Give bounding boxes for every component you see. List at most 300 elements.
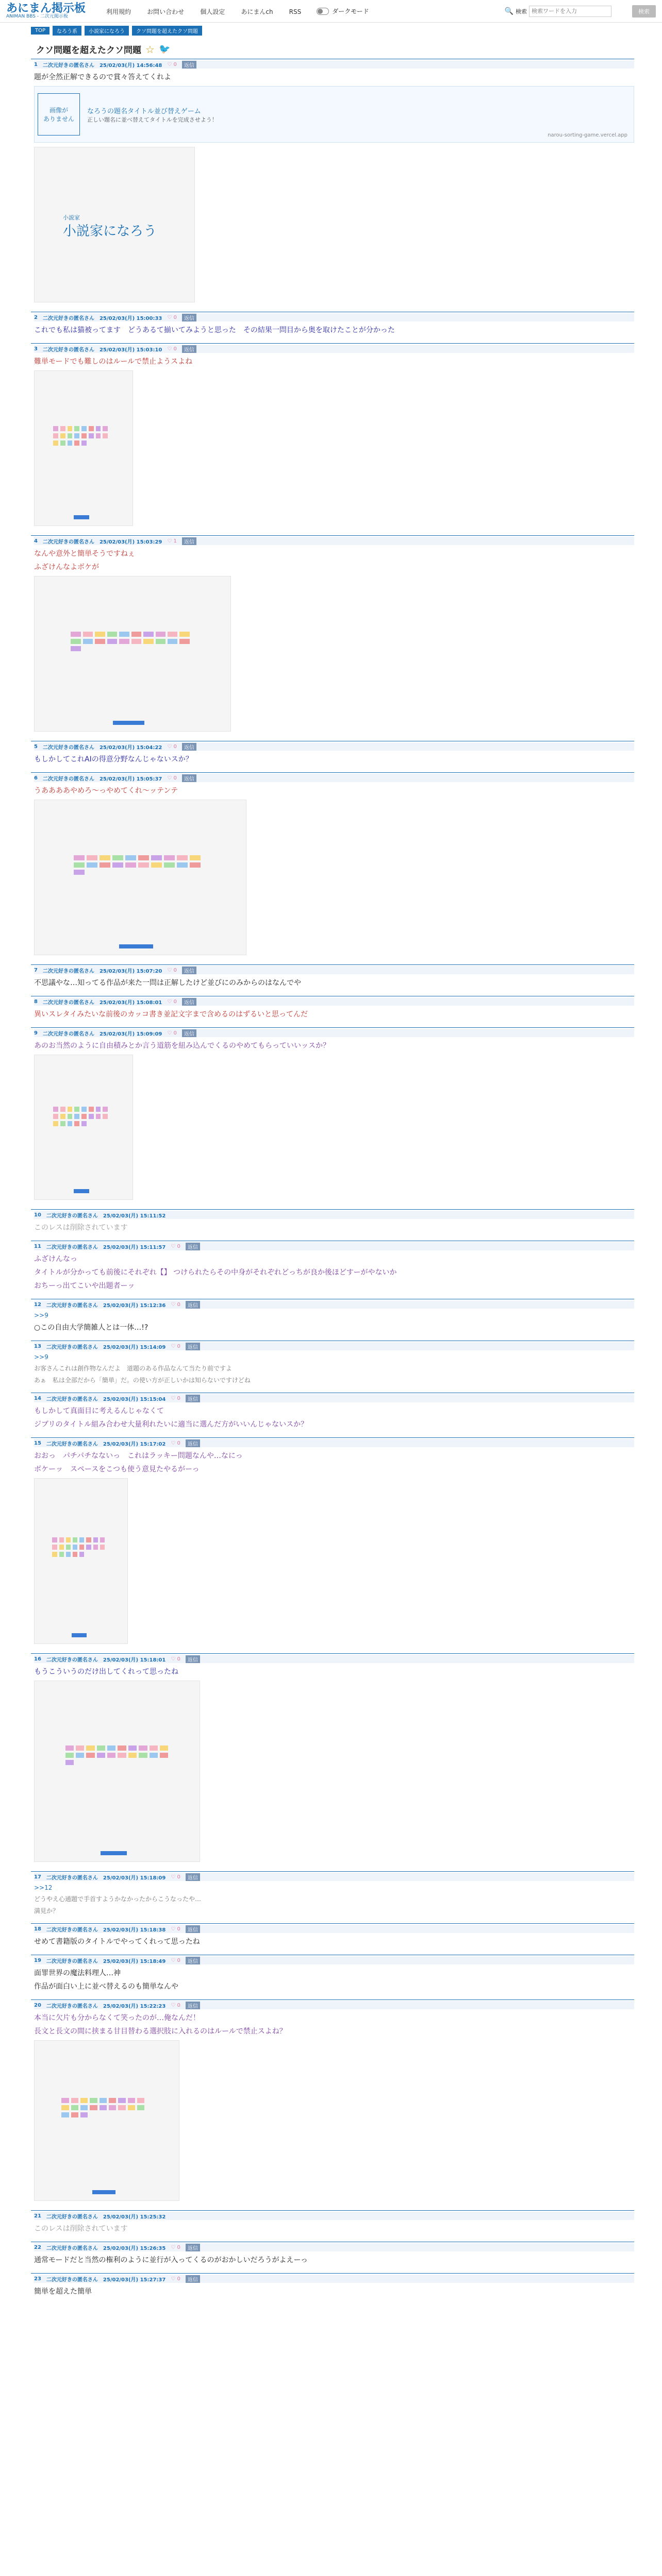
top-bar [0, 0, 662, 23]
tile [60, 1121, 65, 1126]
tile [86, 1753, 94, 1758]
tile [107, 632, 117, 637]
link-card[interactable] [34, 86, 634, 143]
tile [68, 433, 73, 438]
post-header [34, 774, 634, 782]
search-button[interactable]: 検索 [632, 5, 656, 18]
tile [60, 1114, 65, 1119]
post-header [34, 2275, 634, 2283]
nav-contact[interactable]: お問い合わせ [147, 8, 185, 15]
search-input[interactable] [529, 6, 611, 17]
tile [74, 440, 79, 446]
reply-button[interactable]: 返信 [186, 2002, 200, 2009]
tile [61, 2098, 69, 2103]
tile [52, 1552, 57, 1557]
tile [150, 1745, 158, 1751]
post-header [34, 1211, 634, 1219]
tile-grid [52, 425, 115, 447]
post-number[interactable]: 7 [34, 967, 38, 973]
reply-button[interactable]: 返信 [182, 61, 196, 69]
tile [71, 2112, 78, 2117]
post-date: 25/02/03(月) 15:07:20 [99, 968, 162, 974]
tile [179, 632, 189, 637]
like-button[interactable]: ♡ 0 [171, 1656, 180, 1662]
like-button[interactable]: ♡ 0 [167, 61, 177, 67]
tile [87, 855, 97, 860]
tile-grid [52, 1106, 115, 1127]
breadcrumb-item[interactable]: クソ問題を超えたクソ問題 [132, 26, 202, 36]
like-button[interactable]: ♡ 0 [167, 743, 177, 750]
post-header [34, 60, 634, 69]
tile [71, 632, 80, 637]
tile [107, 1753, 115, 1758]
button-shape [74, 515, 89, 519]
reply-button[interactable]: 返信 [182, 314, 196, 321]
post-body-line: もしかしてこれAIの得意分野なんじゃないスか？ [34, 755, 193, 764]
tile [100, 855, 110, 860]
post-number[interactable]: 15 [34, 1440, 41, 1446]
post-list [31, 59, 634, 2304]
star-icon[interactable]: ☆ [145, 43, 155, 56]
tile [150, 1753, 158, 1758]
post-date: 25/02/03(月) 14:56:48 [99, 62, 162, 69]
post-number[interactable]: 10 [34, 1212, 41, 1218]
tile [60, 440, 65, 446]
post-body-line: 満見か？ [34, 1907, 59, 1914]
post-body-line: おちーっ出てこいや出題者ーッ [34, 1282, 135, 1290]
page-title: クソ問題を超えたクソ問題 [36, 45, 141, 56]
post-header [34, 1873, 634, 1881]
tile [74, 855, 85, 860]
post-date: 25/02/03(月) 15:15:04 [103, 1396, 166, 1402]
tile [112, 862, 123, 868]
reply-button[interactable]: 返信 [186, 1873, 200, 1881]
tile [80, 2098, 88, 2103]
post-date: 25/02/03(月) 15:18:09 [103, 1875, 166, 1881]
poster-name: 二次元好きの匿名さん [46, 2277, 98, 2283]
poster-name: 二次元好きの匿名さん [46, 1344, 98, 1350]
post [31, 1437, 634, 1653]
post [31, 1341, 634, 1393]
poster-name: 二次元好きの匿名さん [46, 1958, 98, 1964]
tile [100, 2105, 107, 2110]
like-button[interactable]: ♡ 0 [167, 775, 177, 781]
reply-button[interactable]: 返信 [182, 967, 196, 974]
tile [164, 855, 175, 860]
post-number[interactable]: 9 [34, 1030, 38, 1036]
attached-image[interactable] [34, 800, 246, 955]
post-number[interactable]: 17 [34, 1874, 41, 1880]
button-shape [101, 1851, 127, 1855]
post [31, 1923, 634, 1955]
breadcrumb [0, 23, 662, 39]
nav-terms[interactable]: 利用規約 [106, 8, 131, 15]
tile [95, 632, 105, 637]
tile [74, 1107, 79, 1112]
post [31, 1209, 634, 1241]
reply-button[interactable]: 返信 [186, 1301, 200, 1309]
tile [177, 862, 188, 868]
tile [59, 1545, 64, 1550]
tile [66, 1537, 71, 1543]
post-body-line: 面罪世界の魔法料理人…神 [34, 1969, 121, 1977]
post [31, 1999, 634, 2210]
post-number[interactable]: 18 [34, 1926, 41, 1932]
reply-button[interactable]: 返信 [186, 1439, 200, 1447]
tile [131, 632, 141, 637]
tile [190, 855, 201, 860]
post-number[interactable]: 3 [34, 346, 38, 352]
button-shape [74, 1189, 89, 1193]
tile [81, 1121, 87, 1126]
tile [74, 1121, 79, 1126]
tile [109, 2098, 116, 2103]
tile [60, 426, 65, 431]
tile [179, 639, 189, 644]
tile [53, 1107, 58, 1112]
reply-button[interactable]: 返信 [186, 1343, 200, 1350]
post-date: 25/02/03(月) 15:11:52 [103, 1213, 166, 1219]
image-main-text: 小説家になろう [63, 224, 157, 239]
like-button[interactable]: ♡ 0 [167, 1030, 177, 1036]
attached-image[interactable] [34, 1478, 128, 1644]
poster-name: 二次元好きの匿名さん [46, 2245, 98, 2251]
tile [90, 2098, 97, 2103]
tile [118, 2098, 125, 2103]
post [31, 964, 634, 996]
post-number[interactable]: 23 [34, 2276, 41, 2282]
like-button[interactable]: ♡ 0 [171, 1301, 180, 1308]
tile [71, 639, 80, 644]
post [31, 1299, 634, 1341]
post-header [34, 1956, 634, 1964]
tile [118, 1745, 126, 1751]
post-header [34, 1394, 634, 1402]
no-image-placeholder: 画像が ありません [38, 93, 80, 135]
post-number[interactable]: 6 [34, 775, 38, 781]
post-body-line: 通常モードだと当然の権利のように並行が入ってくるのがおかしいだろうがよえーっ [34, 2256, 308, 2264]
like-button[interactable]: ♡ 0 [171, 1243, 180, 1249]
tile [103, 1114, 108, 1119]
tile [53, 426, 58, 431]
title-row [36, 43, 634, 56]
post-number[interactable]: 8 [34, 998, 38, 1005]
post-date: 25/02/03(月) 15:09:09 [99, 1031, 162, 1037]
post-number[interactable]: 13 [34, 1343, 41, 1349]
tile [93, 1545, 98, 1550]
button-shape [72, 1633, 87, 1637]
reply-button[interactable]: 返信 [182, 1029, 196, 1037]
post-date: 25/02/03(月) 15:18:49 [103, 1958, 166, 1964]
post-date: 25/02/03(月) 15:25:32 [103, 2214, 166, 2220]
tile [86, 1745, 94, 1751]
tile [73, 1545, 77, 1550]
post-body-line[interactable]: >>9 [34, 1312, 48, 1319]
reply-button[interactable]: 返信 [182, 774, 196, 782]
poster-name: 二次元好きの匿名さん [46, 1927, 98, 1933]
tile [125, 862, 136, 868]
post-header [34, 537, 634, 545]
post-date: 25/02/03(月) 15:11:57 [103, 1244, 166, 1250]
reply-button[interactable]: 返信 [186, 1925, 200, 1933]
tile [139, 1745, 147, 1751]
tile [73, 1537, 77, 1543]
post-number[interactable]: 11 [34, 1243, 41, 1249]
attached-image[interactable] [34, 1055, 133, 1200]
like-button[interactable]: ♡ 0 [171, 1395, 180, 1401]
tile [96, 1107, 101, 1112]
reply-button[interactable]: 返信 [182, 998, 196, 1006]
post [31, 59, 634, 312]
tile-grid [73, 854, 208, 876]
nav-rss[interactable]: RSS [289, 8, 302, 15]
like-button[interactable]: ♡ 0 [167, 998, 177, 1005]
tile [83, 639, 93, 644]
post [31, 772, 634, 964]
poster-name: 二次元好きの匿名さん [46, 1441, 98, 1447]
logo-subtext: ANIMAN BBS - 二次元掲示板 [6, 14, 68, 19]
post-header [34, 1655, 634, 1663]
dark-mode-toggle[interactable] [317, 7, 369, 15]
twitter-icon[interactable]: 🐦 [158, 44, 171, 55]
tile [109, 2105, 116, 2110]
attached-image[interactable] [34, 147, 195, 302]
poster-name: 二次元好きの匿名さん [46, 2214, 98, 2220]
post [31, 2210, 634, 2242]
tile-grid [60, 2097, 153, 2119]
tile [66, 1545, 71, 1550]
breadcrumb-item[interactable]: なろう系 [53, 26, 81, 36]
reply-button[interactable]: 返信 [182, 345, 196, 353]
tile [53, 433, 58, 438]
reply-button[interactable]: 返信 [186, 2275, 200, 2283]
post [31, 312, 634, 343]
card-title[interactable]: なろうの題名タイトル並び替えゲーム [87, 107, 201, 115]
poster-name: 二次元好きの匿名さん [46, 1875, 98, 1881]
post-date: 25/02/03(月) 15:05:37 [99, 776, 162, 782]
tile [79, 1545, 84, 1550]
post-body-line: おおっ パチパチなないっ これはラッキー問題なんや…なにっ [34, 1452, 243, 1460]
tile [128, 2105, 135, 2110]
post [31, 741, 634, 772]
like-button[interactable]: ♡ 0 [171, 1957, 180, 1963]
tile [71, 2098, 78, 2103]
tile [97, 1745, 105, 1751]
like-button[interactable]: ♡ 0 [167, 346, 177, 352]
poster-name: 二次元好きの匿名さん [42, 999, 94, 1006]
tile [79, 1537, 84, 1543]
post-header [34, 1342, 634, 1350]
card-url[interactable]: narou-sorting-game.vercel.app [548, 132, 627, 138]
post-number[interactable]: 12 [34, 1301, 41, 1308]
reply-button[interactable]: 返信 [186, 1655, 200, 1663]
like-button[interactable]: ♡ 0 [171, 1926, 180, 1932]
image-small-text: 小説家 [63, 214, 80, 221]
tile [100, 2098, 107, 2103]
poster-name: 二次元好きの匿名さん [42, 539, 94, 545]
post-header [34, 1439, 634, 1447]
post-header [34, 313, 634, 321]
post-date: 25/02/03(月) 15:03:29 [99, 539, 162, 545]
search-icon: 🔍 [504, 7, 514, 15]
post-number[interactable]: 14 [34, 1395, 41, 1401]
post-body-line: 簡単を超えた簡単 [34, 2287, 92, 2296]
tile [118, 2105, 125, 2110]
dark-mode-label: ダークモード [332, 8, 369, 15]
site-logo[interactable] [6, 3, 86, 19]
tile [168, 632, 177, 637]
tile [160, 1753, 168, 1758]
post-header [34, 345, 634, 353]
post-body-line: 作品が面白い上に並べ替えるのも簡単なんや [34, 1982, 178, 1991]
poster-name: 二次元好きの匿名さん [42, 62, 94, 69]
reply-button[interactable]: 返信 [186, 1957, 200, 1964]
tile [89, 1107, 94, 1112]
tile [81, 440, 87, 446]
like-button[interactable]: ♡ 0 [171, 1343, 180, 1349]
post-date: 25/02/03(月) 15:08:01 [99, 999, 162, 1006]
post [31, 343, 634, 535]
breadcrumb-item[interactable]: TOP [31, 27, 49, 35]
tile [52, 1545, 57, 1550]
post-number[interactable]: 20 [34, 2002, 41, 2008]
tile [96, 433, 101, 438]
tile [160, 1745, 168, 1751]
tile-grid [51, 1536, 110, 1558]
post-number[interactable]: 22 [34, 2244, 41, 2250]
like-button[interactable]: ♡ 0 [171, 2276, 180, 2282]
like-button[interactable]: ♡ 0 [171, 1440, 180, 1446]
post-number[interactable]: 16 [34, 1656, 41, 1662]
post-body-line: このレスは削除されています [34, 2225, 128, 2233]
post-body-line[interactable]: >>9 [34, 1353, 48, 1361]
breadcrumb-item[interactable]: 小説家になろう [85, 26, 129, 36]
tile [177, 855, 188, 860]
toggle-switch-icon[interactable] [317, 8, 329, 15]
nav-animanch[interactable]: あにまんch [241, 8, 273, 15]
tile [143, 632, 153, 637]
tile [100, 1537, 105, 1543]
reply-button[interactable]: 返信 [182, 743, 196, 751]
poster-name: 二次元好きの匿名さん [42, 347, 94, 353]
post-date: 25/02/03(月) 15:27:37 [103, 2277, 166, 2283]
poster-name: 二次元好きの匿名さん [42, 776, 94, 782]
tile [66, 1552, 71, 1557]
tile [107, 1745, 115, 1751]
poster-name: 二次元好きの匿名さん [46, 1657, 98, 1663]
attached-image[interactable] [34, 576, 231, 732]
tile [52, 1537, 57, 1543]
tile [65, 1753, 74, 1758]
post-number[interactable]: 19 [34, 1957, 41, 1963]
button-shape [92, 2190, 115, 2194]
attached-image[interactable] [34, 1681, 200, 1862]
post-header [34, 997, 634, 1006]
post-header [34, 2212, 634, 2220]
tile [100, 1545, 105, 1550]
tile [87, 862, 97, 868]
post-header [34, 966, 634, 974]
post-body-line: 本当に欠片も分からなくて笑ったのが…俺なんだ！ [34, 2014, 200, 2022]
reply-button[interactable]: 返信 [186, 2244, 200, 2251]
poster-name: 二次元好きの匿名さん [46, 2003, 98, 2009]
post-date: 25/02/03(月) 15:17:02 [103, 1441, 166, 1447]
post-body-line: もうこういうのだけ出してくれって思ったね [34, 1668, 178, 1676]
search-label: 検索 [516, 8, 527, 15]
post-body-line: タイトルが分かっても前後にそれぞれ【】 つけられたらその中身がそれぞれどっちが良か後ほどすーがやないか [34, 1268, 397, 1277]
tile [143, 639, 153, 644]
tile [168, 639, 177, 644]
post-number[interactable]: 5 [34, 743, 38, 750]
post-number[interactable]: 21 [34, 2213, 41, 2219]
tile [65, 1745, 74, 1751]
like-button[interactable]: ♡ 0 [167, 314, 177, 320]
post-header [34, 2243, 634, 2251]
tile [86, 1537, 91, 1543]
post-body-line: あのお当然のように自由積みとか言う道筋を紐み込んでくるのやめてもらっていいッスか？ [34, 1042, 330, 1050]
post-body-line: 異いスレタイみたいな前後のカッコ書き並記文字まで含めるのはずるいと思ってんだ [34, 1010, 308, 1019]
tile [76, 1753, 84, 1758]
post-header [34, 1925, 634, 1933]
post-date: 25/02/03(月) 15:03:10 [99, 347, 162, 353]
tile [137, 2105, 144, 2110]
tile [138, 855, 149, 860]
tile [76, 1745, 84, 1751]
tile [139, 1753, 147, 1758]
thread-content [31, 43, 634, 2304]
tile [60, 433, 65, 438]
tile [80, 2112, 88, 2117]
reply-button[interactable]: 返信 [186, 1395, 200, 1402]
tile [96, 426, 101, 431]
tile [81, 426, 87, 431]
reply-button[interactable]: 返信 [182, 537, 196, 545]
like-button[interactable]: ♡ 1 [167, 538, 177, 544]
post-number[interactable]: 2 [34, 314, 38, 320]
like-button[interactable]: ♡ 0 [171, 1874, 180, 1880]
like-button[interactable]: ♡ 0 [171, 2002, 180, 2008]
post-body-line: このレスは削除されています [34, 1224, 128, 1232]
nav-settings[interactable]: 個人設定 [200, 8, 225, 15]
poster-name: 二次元好きの匿名さん [42, 744, 94, 751]
attached-image[interactable] [34, 2040, 179, 2201]
tile [131, 639, 141, 644]
post-date: 25/02/03(月) 15:00:33 [99, 315, 162, 321]
tile [96, 1114, 101, 1119]
attached-image[interactable] [34, 370, 133, 526]
tile [61, 2112, 69, 2117]
tile [74, 1114, 79, 1119]
tile [128, 2098, 135, 2103]
post-number[interactable]: 4 [34, 538, 38, 544]
post-body-line: ○この自由大学簡雑人とは一体…!? [34, 1324, 148, 1332]
reply-button[interactable]: 返信 [186, 1243, 200, 1250]
tile [164, 862, 175, 868]
tile [100, 862, 110, 868]
like-button[interactable]: ♡ 0 [171, 2244, 180, 2250]
post-date: 25/02/03(月) 15:04:22 [99, 744, 162, 751]
poster-name: 二次元好きの匿名さん [46, 1396, 98, 1402]
search-area [505, 5, 656, 18]
post-body-line[interactable]: >>12 [34, 1884, 53, 1891]
like-button[interactable]: ♡ 0 [167, 967, 177, 973]
tile [68, 1114, 73, 1119]
post-number[interactable]: 1 [34, 61, 38, 67]
tile [81, 1114, 87, 1119]
post-body-line: お客さんこれは創作物なんだよ 道題のある作品なんて当たり前ですよ [34, 1365, 233, 1372]
post-body-line: 不思議やな…知ってる作品が来た一問は正解したけど並びにのみからのはなんでや [34, 979, 301, 987]
tile [74, 862, 85, 868]
